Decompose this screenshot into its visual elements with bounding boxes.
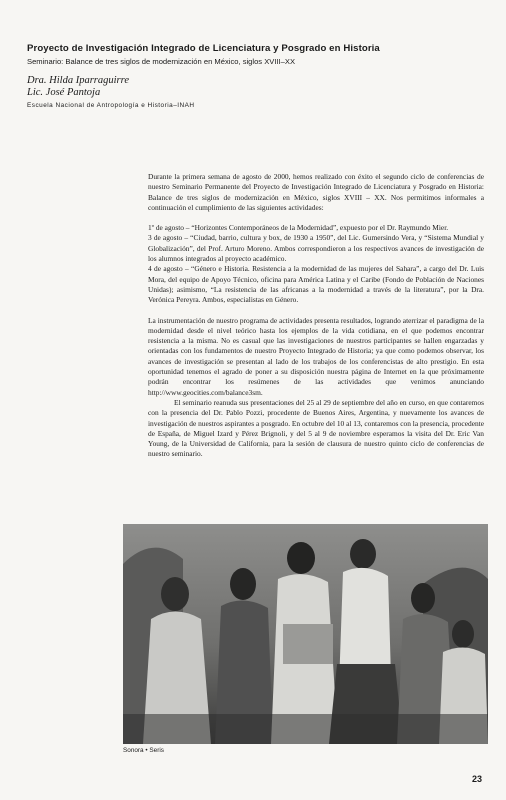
photo-caption: Sonora • Seris — [123, 747, 164, 754]
author-name: Dra. Hilda Iparraguirre — [27, 75, 129, 86]
schedule-paragraph: El seminario reanuda sus presentaciones del 25 al 29 de septiembre del año en curso, en que contaremos con la presencia del Dr. Pablo Pozzi, procedente de Buenos Aires, Argentina, y nuevamente los avances de investigación de nuestros aspirantes a posgrado. En octubre del 10 al 13, contaremos con la presencia, procedente de España, de Miguel Izard y Pérez Brignoli, y del 5 al 9 de noviembre esperamos la visita del Dr. Eric Van Young, de la Universidad de California, para la sesión de clausura de nuestro quinto ciclo de conferencias de nuestro seminario. — [148, 397, 484, 459]
author-name: Lic. José Pantoja — [27, 87, 101, 98]
page-header — [27, 43, 487, 66]
intro-paragraph: Durante la primera semana de agosto de 2000, hemos realizado con éxito el segundo ciclo de conferencias de nuestro Seminario Permanente del Proyecto de Investigación Integrado de Licenciatura y Posgrado en Historia: Balance de tres siglos de modernización en México, siglos XVIII – XX. Nos permitimos informales a continuación el cumplimiento de las siguientes actividades: — [148, 172, 484, 212]
activity-item: 4 de agosto – “Género e Historia. Resistencia a la modernidad de las mujeres del Sahara”, a cargo del Dr. Luis Mora, del equipo de Apoyo Técnico, oficina para América Latina y el Caribe (Fondo de Población de Naciones Unidas); asimismo, “La resistencia de las africanas a la modernidad a través de la literatura”, por la Dra. Verónica Pereyra. Ambos, especialistas en Género. — [148, 264, 484, 305]
project-title: Proyecto de Investigación Integrado de Licenciatura y Posgrado en Historia — [27, 43, 380, 54]
activity-item: 1º de agosto – “Horizontes Contemporáneos de la Modernidad”, expuesto por el Dr. Raymundo Mier. — [148, 223, 449, 233]
page-number: 23 — [472, 774, 483, 784]
seminar-subtitle: Seminario: Balance de tres siglos de modernización en México, siglos XVIII–XX — [27, 57, 296, 66]
author-block — [27, 75, 327, 109]
article-body — [148, 172, 484, 460]
author-affiliation: Escuela Nacional de Antropología e Historia–INAH — [27, 102, 195, 109]
activity-item: 3 de agosto – “Ciudad, barrio, cultura y box, de 1930 a 1950”, del Lic. Gumersindo Vera, y “Sistema Mundial y Globalización”, del Prof. Arturo Moreno. Ambos correspondieron a los respectivos avances de investigación de los alumnos integrados al proyecto académico. — [148, 233, 484, 264]
photo-illustration — [123, 524, 488, 744]
archival-photograph — [123, 524, 488, 744]
results-paragraph: La instrumentación de nuestro programa de actividades presenta resultados, logrando aterrizar el paradigma de la modernidad desde el nivel teórico hasta los ejemplos de la vida cotidiana, en el que podemos encontrar resistencia a la misma. No es casual que las investigaciones de nuestros participantes se hallen engarzadas y orientadas con los fundamentos de nuestro Proyecto Integrado de Historia; ya que como podemos observar, los avances de investigación se presentan al lado de los trabajos de los conferencistas de alto prestigio. En esta oportunidad tenemos el agrado de poner a su disposición nuestra página de Internet en la que próximamente podrán encontrar los resúmenes de las actividades que venimos anunciando http://www.geocities.com/balance3sm. — [148, 315, 484, 397]
